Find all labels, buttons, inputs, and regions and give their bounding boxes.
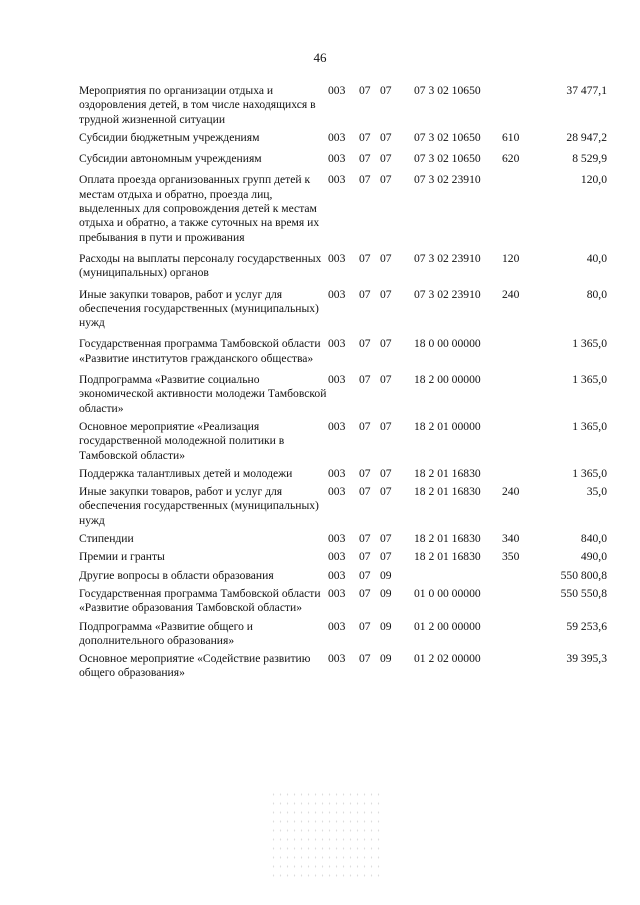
row-subsection-code: 07 xyxy=(380,173,392,187)
row-expense-type: 620 xyxy=(502,152,520,166)
row-expense-type xyxy=(502,569,536,587)
table-row xyxy=(79,569,607,587)
table-row xyxy=(79,152,607,173)
row-expense-type: 120 xyxy=(502,251,520,265)
row-name: Мероприятия по организации отдыха и оздоровления детей, в том числе находящихся в трудной жизненной ситуации xyxy=(79,84,316,126)
row-expense-type xyxy=(502,652,536,685)
row-section-code: 07 xyxy=(359,373,371,387)
row-expense-type: 610 xyxy=(502,130,520,144)
row-target-article: 18 2 00 00000 xyxy=(414,373,481,387)
table-row xyxy=(79,131,607,152)
table-row xyxy=(79,373,607,420)
row-target-article: 07 3 02 10650 xyxy=(414,130,481,144)
row-name: Основное мероприятие «Содействие развитию общего образования» xyxy=(79,652,311,680)
table-row xyxy=(79,550,607,568)
row-subsection-code: 09 xyxy=(380,652,392,666)
row-expense-type xyxy=(502,173,536,251)
row-amount: 37 477,1 xyxy=(566,84,607,97)
row-admin-code: 003 xyxy=(328,550,346,564)
row-section-code: 07 xyxy=(359,251,371,265)
row-admin-code: 003 xyxy=(328,152,346,166)
row-name: Поддержка талантливых детей и молодежи xyxy=(79,466,293,480)
table-row xyxy=(79,620,607,653)
table-row xyxy=(79,252,607,288)
row-name: Основное мероприятие «Реализация государственной молодежной политики в Тамбовской области» xyxy=(79,419,285,462)
row-section-code: 07 xyxy=(359,485,371,499)
table-row xyxy=(79,288,607,338)
row-name: Стипендии xyxy=(79,532,134,546)
row-section-code: 07 xyxy=(359,652,371,666)
row-admin-code: 003 xyxy=(328,652,346,666)
row-name: Подпрограмма «Развитие социально экономической активности молодежи Тамбовской области» xyxy=(79,373,327,415)
row-expense-type xyxy=(502,373,536,420)
row-amount: 550 800,8 xyxy=(560,568,607,582)
row-admin-code: 003 xyxy=(328,373,346,387)
row-amount: 490,0 xyxy=(580,550,607,564)
row-target-article: 18 2 01 16830 xyxy=(414,485,481,499)
row-amount: 40,0 xyxy=(586,251,607,265)
row-admin-code: 003 xyxy=(328,485,346,499)
row-subsection-code: 09 xyxy=(380,586,392,600)
row-target-article: 07 3 02 23910 xyxy=(414,173,481,187)
row-expense-type xyxy=(502,337,536,373)
row-target-article: 18 0 00 00000 xyxy=(414,337,481,351)
row-section-code: 07 xyxy=(359,586,371,600)
row-admin-code: 003 xyxy=(328,532,346,546)
row-section-code: 07 xyxy=(359,84,371,97)
table-row xyxy=(79,173,607,251)
row-amount: 120,0 xyxy=(580,173,607,187)
row-section-code: 07 xyxy=(359,173,371,187)
row-target-article: 18 2 01 16830 xyxy=(414,532,481,546)
row-expense-type xyxy=(502,467,536,485)
row-expense-type xyxy=(502,84,536,131)
table-row xyxy=(79,652,607,685)
row-target-article: 01 2 02 00000 xyxy=(414,652,481,666)
row-subsection-code: 07 xyxy=(380,373,392,387)
row-name: Государственная программа Тамбовской области «Развитие образования Тамбовской области» xyxy=(79,586,321,615)
row-name: Субсидии автономным учреждениям xyxy=(79,152,262,166)
row-name: Оплата проезда организованных групп детей к местам отдыха и обратно, проезда лиц, выделенных для сопровождения детей к местам отдыха и обратно, а также суточных на время их пребывания в пути и проживания xyxy=(79,173,320,244)
row-subsection-code: 07 xyxy=(380,485,392,499)
row-subsection-code: 07 xyxy=(380,419,392,433)
table-row xyxy=(79,337,607,373)
row-subsection-code: 09 xyxy=(380,568,392,582)
row-expense-type xyxy=(502,620,536,653)
row-amount: 80,0 xyxy=(586,287,607,301)
row-amount: 840,0 xyxy=(580,532,607,546)
row-expense-type xyxy=(502,587,536,620)
row-amount: 1 365,0 xyxy=(572,419,607,433)
table-row xyxy=(79,84,607,131)
row-name: Расходы на выплаты персоналу государственных (муниципальных) органов xyxy=(79,251,322,280)
scan-noise xyxy=(270,790,380,880)
row-target-article xyxy=(414,569,502,587)
row-name: Иные закупки товаров, работ и услуг для обеспечения государственных (муниципальных) нужд xyxy=(79,287,319,330)
row-amount: 1 365,0 xyxy=(572,373,607,387)
budget-table xyxy=(79,84,607,685)
row-amount: 550 550,8 xyxy=(560,586,607,600)
row-amount: 39 395,3 xyxy=(566,652,607,666)
row-subsection-code: 07 xyxy=(380,152,392,166)
row-target-article: 01 0 00 00000 xyxy=(414,586,481,600)
row-name: Другие вопросы в области образования xyxy=(79,568,274,582)
row-amount: 59 253,6 xyxy=(566,619,607,633)
row-admin-code: 003 xyxy=(328,287,346,301)
row-target-article: 07 3 02 10650 xyxy=(414,84,481,97)
row-section-code: 07 xyxy=(359,619,371,633)
table-row xyxy=(79,485,607,532)
row-subsection-code: 09 xyxy=(380,619,392,633)
row-name: Государственная программа Тамбовской области «Развитие институтов гражданского общества» xyxy=(79,337,321,365)
row-expense-type: 240 xyxy=(502,287,520,301)
row-amount: 1 365,0 xyxy=(572,466,607,480)
row-admin-code: 003 xyxy=(328,173,346,187)
row-target-article: 18 2 01 00000 xyxy=(414,419,481,433)
row-section-code: 07 xyxy=(359,130,371,144)
row-expense-type xyxy=(502,420,536,467)
row-target-article: 18 2 01 16830 xyxy=(414,550,481,564)
row-admin-code: 003 xyxy=(328,337,346,351)
table-row xyxy=(79,532,607,550)
row-section-code: 07 xyxy=(359,287,371,301)
row-admin-code: 003 xyxy=(328,466,346,480)
row-subsection-code: 07 xyxy=(380,550,392,564)
row-admin-code: 003 xyxy=(328,619,346,633)
row-amount: 35,0 xyxy=(586,485,607,499)
row-target-article: 07 3 02 10650 xyxy=(414,152,481,166)
row-amount: 28 947,2 xyxy=(566,130,607,144)
table-row xyxy=(79,587,607,620)
page-number: 46 xyxy=(313,50,327,65)
row-target-article: 07 3 02 23910 xyxy=(414,251,481,265)
row-subsection-code: 07 xyxy=(380,251,392,265)
row-target-article: 07 3 02 23910 xyxy=(414,287,481,301)
row-name: Иные закупки товаров, работ и услуг для обеспечения государственных (муниципальных) нужд xyxy=(79,485,319,527)
row-target-article: 01 2 00 00000 xyxy=(414,619,481,633)
row-name: Подпрограмма «Развитие общего и дополнительного образования» xyxy=(79,619,253,647)
row-admin-code: 003 xyxy=(328,130,346,144)
row-admin-code: 003 xyxy=(328,568,346,582)
row-section-code: 07 xyxy=(359,568,371,582)
row-subsection-code: 07 xyxy=(380,466,392,480)
row-admin-code: 003 xyxy=(328,586,346,600)
row-section-code: 07 xyxy=(359,466,371,480)
row-section-code: 07 xyxy=(359,152,371,166)
row-section-code: 07 xyxy=(359,550,371,564)
row-section-code: 07 xyxy=(359,419,371,433)
row-subsection-code: 07 xyxy=(380,532,392,546)
row-section-code: 07 xyxy=(359,337,371,351)
table-row xyxy=(79,467,607,485)
row-target-article: 18 2 01 16830 xyxy=(414,466,481,480)
row-amount: 8 529,9 xyxy=(572,152,607,166)
row-admin-code: 003 xyxy=(328,419,346,433)
row-subsection-code: 07 xyxy=(380,130,392,144)
row-expense-type: 240 xyxy=(502,485,520,499)
row-subsection-code: 07 xyxy=(380,287,392,301)
row-subsection-code: 07 xyxy=(380,84,392,97)
row-subsection-code: 07 xyxy=(380,337,392,351)
row-section-code: 07 xyxy=(359,532,371,546)
row-admin-code: 003 xyxy=(328,251,346,265)
row-expense-type: 340 xyxy=(502,532,520,546)
row-name: Субсидии бюджетным учреждениям xyxy=(79,130,260,144)
row-admin-code: 003 xyxy=(328,84,346,97)
row-expense-type: 350 xyxy=(502,550,520,564)
row-name: Премии и гранты xyxy=(79,550,165,564)
table-row xyxy=(79,420,607,467)
row-amount: 1 365,0 xyxy=(572,337,607,351)
